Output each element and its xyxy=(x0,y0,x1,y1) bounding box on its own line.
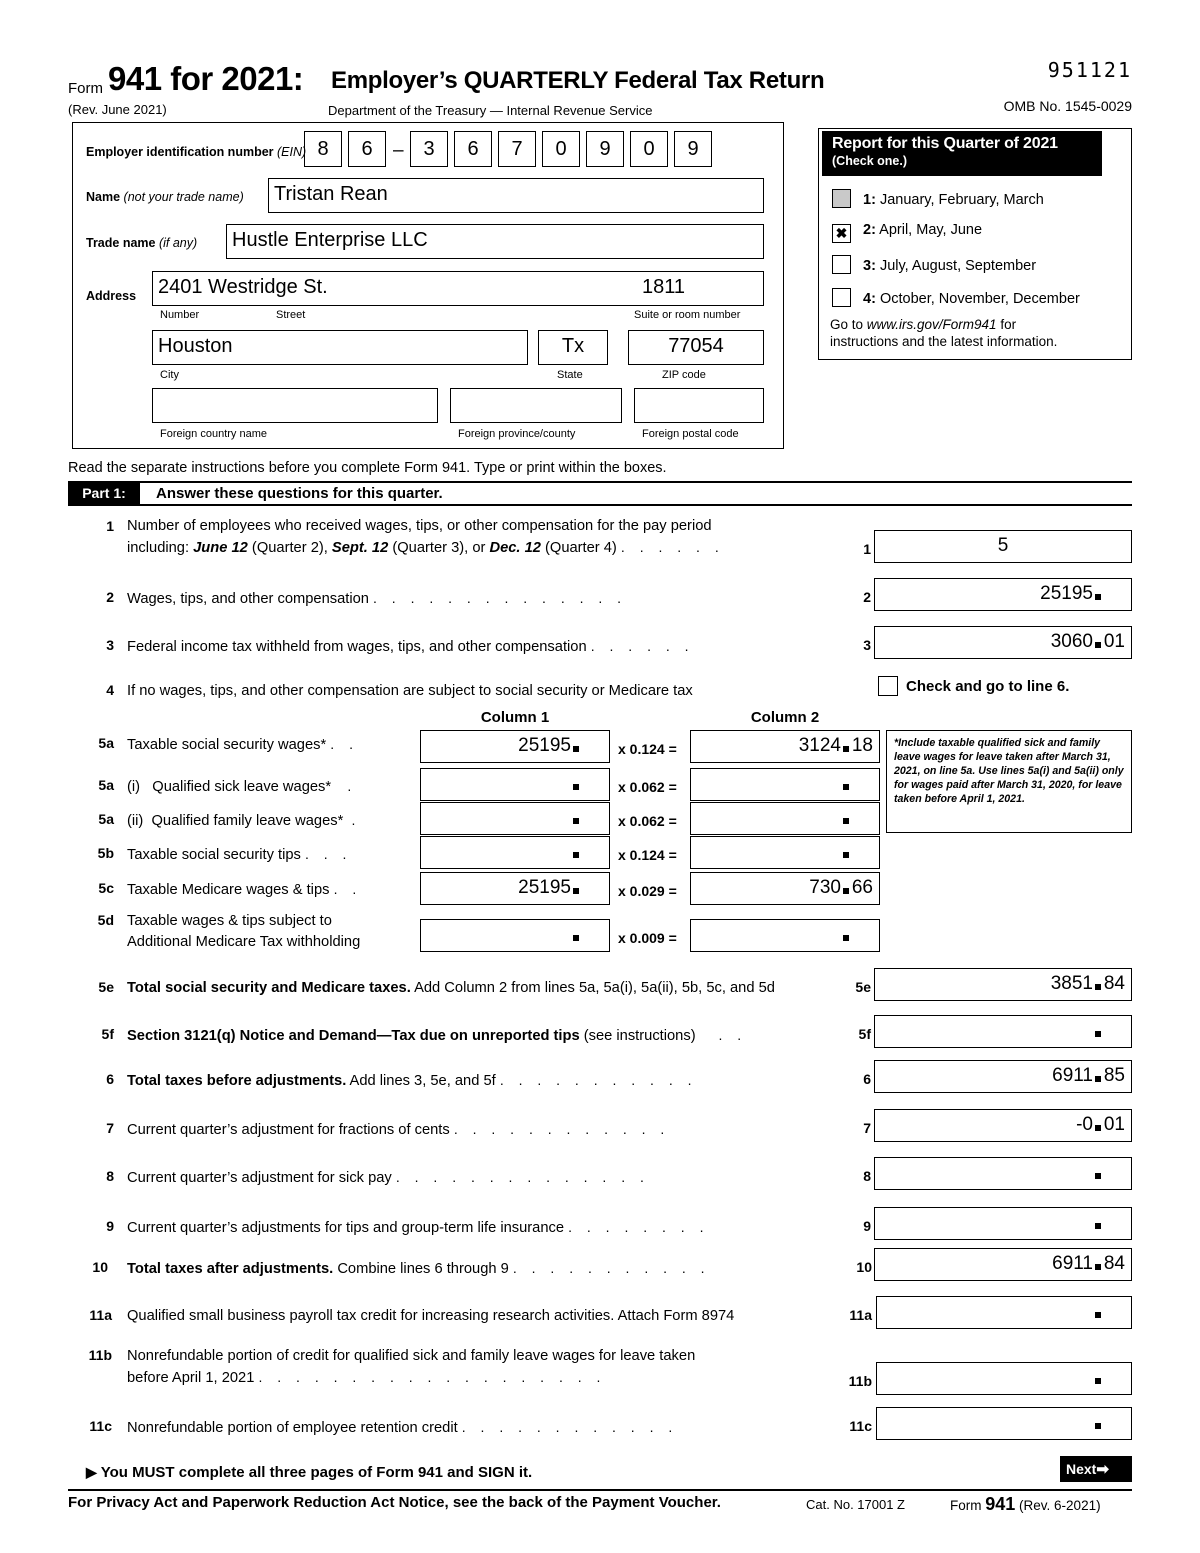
ocr-scanline-code: 951121 xyxy=(1047,58,1132,82)
line-5d-label-a: Taxable wages & tips subject to xyxy=(127,913,332,929)
line-11c-label: Nonrefundable portion of employee retention credit xyxy=(127,1420,458,1436)
line-11b-amount-input[interactable] xyxy=(876,1362,1132,1395)
line-5f-text xyxy=(127,1025,747,1047)
line-3-text xyxy=(127,636,847,658)
line-6-label-rest: Add lines 3, 5e, and 5f xyxy=(346,1073,496,1089)
quarter-3-checkbox[interactable] xyxy=(832,255,851,274)
line-11b-label-a: Nonrefundable portion of credit for qualified sick and family leave wages for leave taken xyxy=(127,1348,696,1364)
arrow-right-icon: ➡ xyxy=(1096,1461,1109,1478)
line-11b-text xyxy=(127,1346,857,1390)
line-5aii-label: Qualified family leave wages* xyxy=(151,813,344,829)
name-label: Name (not your trade name) xyxy=(86,190,244,204)
line-7-dollars: -0 xyxy=(1076,1114,1093,1135)
line-5d-column2-input[interactable] xyxy=(690,919,880,952)
city-value: Houston xyxy=(158,335,233,357)
line-9-ref-number: 9 xyxy=(863,1218,871,1234)
line-2-number: 2 xyxy=(106,589,114,605)
line-11c-number: 11c xyxy=(89,1418,112,1434)
line-9-number: 9 xyxy=(106,1218,114,1234)
line-7-amount-input[interactable] xyxy=(874,1109,1132,1142)
foreign-province-value xyxy=(451,389,621,394)
line-1-date-3: Dec. 12 xyxy=(489,540,541,557)
line-2-text xyxy=(127,588,847,610)
decimal-marker-icon xyxy=(1095,1378,1101,1384)
ein-digit-9[interactable]: 9 xyxy=(674,131,712,167)
line-7-ref-number: 7 xyxy=(863,1120,871,1136)
line-3-cents: 01 xyxy=(1103,631,1125,652)
decimal-marker-icon xyxy=(573,852,579,858)
line-4-checkbox[interactable] xyxy=(878,676,898,696)
line-5ai-column1-input[interactable] xyxy=(420,768,610,801)
line-3-ref-number: 3 xyxy=(863,637,871,653)
line-5aii-roman: (ii) xyxy=(127,813,144,829)
line-5e-label-rest: Add Column 2 from lines 5a, 5a(i), 5a(ii), 5b, 5c, and 5d xyxy=(410,980,775,996)
line-5b-column1-input[interactable] xyxy=(420,836,610,869)
line-10-label-bold: Total taxes after adjustments. xyxy=(127,1261,334,1277)
decimal-marker-icon xyxy=(573,888,579,894)
line-1-mid-1: (Quarter 2), xyxy=(247,540,332,557)
line-3-amount-input[interactable] xyxy=(874,626,1132,659)
line-2-label: Wages, tips, and other compensation xyxy=(127,591,369,607)
footer-form-id xyxy=(950,1494,1101,1515)
irs-form941-link[interactable]: www.irs.gov/Form941 xyxy=(866,317,997,332)
decimal-marker-icon xyxy=(843,784,849,790)
line-1-date-1: June 12 xyxy=(193,540,248,557)
decimal-marker-icon xyxy=(843,935,849,941)
line-9-label: Current quarter’s adjustments for tips and group-term life insurance xyxy=(127,1220,565,1236)
line-1-leader-dots: . . . . . . xyxy=(620,539,725,556)
line-1-value: 5 xyxy=(997,535,1009,556)
line-11a-text: Qualified small business payroll tax credit for increasing research activities. Attach Form 8974 xyxy=(127,1308,735,1324)
line-6-label-bold: Total taxes before adjustments. xyxy=(127,1073,347,1089)
line-1-ref-number: 1 xyxy=(863,541,871,557)
trade-name-label: Trade name (if any) xyxy=(86,236,198,250)
line-1-number: 1 xyxy=(106,518,114,534)
quarter-option-2[interactable] xyxy=(832,222,982,243)
line-7-text xyxy=(127,1119,670,1141)
ein-digit-2[interactable]: 6 xyxy=(348,131,386,167)
goto-suffix: for xyxy=(996,317,1017,332)
quarter-1-number: 1: xyxy=(863,192,876,208)
ein-dash: – xyxy=(393,140,404,161)
line-5aii-text xyxy=(127,810,361,832)
line-5d-column1-input[interactable] xyxy=(420,919,610,952)
line-5a-number: 5a xyxy=(98,735,114,751)
quarter-option-4[interactable] xyxy=(832,288,1080,307)
street-address-value: 2401 Westridge St. xyxy=(158,276,328,298)
ein-digit-3[interactable]: 3 xyxy=(410,131,448,167)
line-5e-cents: 84 xyxy=(1103,973,1125,994)
suite-number-value: 1811 xyxy=(641,276,685,298)
line-3-label: Federal income tax withheld from wages, tips, and other compensation xyxy=(127,639,587,655)
decimal-marker-icon xyxy=(573,746,579,752)
quarter-1-label: January, February, March xyxy=(879,192,1044,208)
address-label: Address xyxy=(86,289,137,303)
line-10-amount-input[interactable] xyxy=(874,1248,1132,1281)
department-line: Department of the Treasury — Internal Revenue Service xyxy=(328,103,653,118)
street-address-input[interactable] xyxy=(152,271,764,306)
line-5b-label: Taxable social security tips xyxy=(127,847,301,863)
line-5c-col2-dollars: 730 xyxy=(809,877,841,898)
line-8-label: Current quarter’s adjustment for sick pay xyxy=(127,1170,392,1186)
ein-digit-6[interactable]: 0 xyxy=(542,131,580,167)
must-complete-notice xyxy=(86,1464,532,1481)
line-5f-label-bold: Section 3121(q) Notice and Demand—Tax due on unreported tips xyxy=(127,1028,580,1044)
goto-line2: instructions and the latest information. xyxy=(830,333,1058,349)
line-5ai-label: Qualified sick leave wages* xyxy=(152,779,332,795)
right-triangle-icon: ▶ xyxy=(86,1464,97,1480)
ein-digit-4[interactable]: 6 xyxy=(454,131,492,167)
quarter-4-label: October, November, December xyxy=(879,291,1080,307)
form-revision-date: (Rev. June 2021) xyxy=(68,102,167,117)
name-value: Tristan Rean xyxy=(274,183,388,205)
line-5a-text xyxy=(127,734,358,756)
line-11a-amount-input[interactable] xyxy=(876,1296,1132,1329)
column-2-header: Column 2 xyxy=(750,709,820,726)
line-5b-text xyxy=(127,844,352,866)
line-5d-number: 5d xyxy=(97,912,114,928)
line-5a-footnote: *Include taxable qualified sick and family leave wages for leave taken after March 31, 2021, on line 5a. Use lines 5a(i) and 5a(ii) only for wages paid after March 31, 2020, for leave taken before April 1, 2021. xyxy=(886,730,1132,833)
line-5e-dollars: 3851 xyxy=(1050,973,1093,994)
line-2-leader-dots: . . . . . . . . . . . . . . xyxy=(373,590,627,606)
line-5c-label: Taxable Medicare wages & tips xyxy=(127,882,330,898)
line-8-ref-number: 8 xyxy=(863,1168,871,1184)
city-input[interactable] xyxy=(152,330,528,365)
line-5f-number: 5f xyxy=(101,1026,114,1042)
line-5a-col2-dollars: 3124 xyxy=(798,735,841,756)
state-input[interactable] xyxy=(538,330,608,365)
line-5e-amount-input[interactable] xyxy=(874,968,1132,1001)
line-6-text xyxy=(127,1070,697,1092)
line-1-text-a: Number of employees who received wages, tips, or other compensation for the pay period xyxy=(127,518,712,534)
line-5aii-column2-input[interactable] xyxy=(690,802,880,835)
line-11a-number: 11a xyxy=(89,1307,112,1323)
goto-prefix: Go to xyxy=(830,317,867,332)
line-10-number: 10 xyxy=(92,1259,108,1275)
caption-foreign-postal: Foreign postal code xyxy=(642,428,739,440)
next-button-label: Next xyxy=(1066,1461,1097,1477)
decimal-marker-icon xyxy=(573,818,579,824)
privacy-act-notice: For Privacy Act and Paperwork Reduction Act Notice, see the back of the Payment Voucher. xyxy=(68,1494,721,1511)
line-5d-label-b: Additional Medicare Tax withholding xyxy=(127,934,361,951)
line-7-number: 7 xyxy=(106,1120,114,1136)
ein-digit-1[interactable]: 8 xyxy=(304,131,342,167)
ein-digit-8[interactable]: 0 xyxy=(630,131,668,167)
form-header xyxy=(68,58,1132,118)
line-9-leader-dots: . . . . . . . . xyxy=(568,1219,709,1235)
caption-street: Street xyxy=(276,309,306,321)
line-2-amount-input[interactable] xyxy=(874,578,1132,611)
decimal-marker-icon xyxy=(573,784,579,790)
ein-digit-7[interactable]: 9 xyxy=(586,131,624,167)
line-5c-col1-dollars: 25195 xyxy=(518,877,571,898)
quarter-option-3[interactable] xyxy=(832,255,1036,274)
line-1-mid-2: (Quarter 3), or xyxy=(388,540,490,557)
part1-tag: Part 1: xyxy=(68,483,140,504)
line-5f-ref-number: 5f xyxy=(858,1026,871,1042)
form-number-heading: 941 for 2021: xyxy=(108,60,304,97)
line-11b-label-b: before April 1, 2021 xyxy=(127,1370,255,1387)
line-11b-leader-dots: . . . . . . . . . . . . . . . . . . . xyxy=(258,1369,606,1386)
foreign-country-input[interactable] xyxy=(152,388,438,423)
line-5c-number: 5c xyxy=(98,880,114,896)
line-5ai-column2-input[interactable] xyxy=(690,768,880,801)
line-5c-column2-input[interactable] xyxy=(690,872,880,905)
line-4-number: 4 xyxy=(106,682,114,698)
decimal-marker-icon xyxy=(1095,1223,1101,1229)
line-6-amount-input[interactable] xyxy=(874,1060,1132,1093)
line-5e-text xyxy=(127,978,775,999)
decimal-marker-icon xyxy=(1095,1312,1101,1318)
line-5e-ref-number: 5e xyxy=(855,979,871,995)
line-6-ref-number: 6 xyxy=(863,1071,871,1087)
line-10-text xyxy=(127,1258,710,1280)
line-5aii-number: 5a xyxy=(98,811,114,827)
ein-digit-5[interactable]: 7 xyxy=(498,131,536,167)
line-10-label-rest: Combine lines 6 through 9 xyxy=(333,1261,509,1277)
line-9-text xyxy=(127,1217,709,1239)
quarter-4-number: 4: xyxy=(863,291,876,307)
caption-city: City xyxy=(160,369,179,381)
ein-label: Employer identification number (EIN) xyxy=(86,145,307,159)
quarter-2-number: 2: xyxy=(863,222,876,238)
line-5ai-number: 5a xyxy=(98,777,114,793)
quarter-panel-header xyxy=(822,131,1102,176)
line-2-ref-number: 2 xyxy=(863,589,871,605)
line-9-amount-input[interactable] xyxy=(874,1207,1132,1240)
quarter-2-label: April, May, June xyxy=(879,222,983,238)
line-1-text-b-pre: including: xyxy=(127,540,194,557)
quarter-4-checkbox[interactable] xyxy=(832,288,851,307)
line-8-amount-input[interactable] xyxy=(874,1157,1132,1190)
line-5ai-roman: (i) xyxy=(127,779,141,795)
foreign-postal-value xyxy=(635,389,763,394)
line-7-cents: 01 xyxy=(1103,1114,1125,1135)
decimal-marker-icon xyxy=(843,852,849,858)
trade-name-input[interactable] xyxy=(226,224,764,259)
line-1-date-2: Sept. 12 xyxy=(331,540,389,557)
line-5c-text xyxy=(127,879,362,901)
line-1-text xyxy=(127,516,847,560)
line-7-leader-dots: . . . . . . . . . . . . xyxy=(453,1121,670,1137)
line-10-ref-number: 10 xyxy=(856,1259,872,1275)
quarter-3-label: July, August, September xyxy=(879,258,1037,274)
line-11a-ref-number: 11a xyxy=(849,1307,872,1323)
line-6-number: 6 xyxy=(106,1071,114,1087)
line-11c-ref-number: 11c xyxy=(849,1418,872,1434)
quarter-panel-subheading: (Check one.) xyxy=(832,154,908,168)
line-11c-text xyxy=(127,1417,678,1439)
caption-suite: Suite or room number xyxy=(634,309,741,321)
line-8-leader-dots: . . . . . . . . . . . . . . xyxy=(395,1169,650,1185)
line-5a-leader-dots: . . xyxy=(330,736,359,752)
line-11c-amount-input[interactable] xyxy=(876,1407,1132,1440)
zip-input[interactable] xyxy=(628,330,764,365)
line-5a-multiplier: x 0.124 = xyxy=(618,741,677,757)
decimal-marker-icon xyxy=(1095,1173,1101,1179)
line-1-amount-input[interactable] xyxy=(874,530,1132,563)
footer-rule xyxy=(68,1489,1132,1491)
quarter-1-checkbox[interactable] xyxy=(832,189,851,208)
line-5e-label-bold: Total social security and Medicare taxes. xyxy=(127,980,411,996)
line-7-label: Current quarter’s adjustment for fractions of cents xyxy=(127,1122,450,1138)
line-5a-col2-cents: 18 xyxy=(851,735,873,756)
foreign-province-input[interactable] xyxy=(450,388,622,423)
footer-form-rev: (Rev. 6-2021) xyxy=(1015,1498,1101,1513)
footer-form-number: 941 xyxy=(985,1494,1016,1514)
line-5ai-leader-dots: . xyxy=(347,778,357,794)
name-input[interactable] xyxy=(268,178,764,213)
line-3-number: 3 xyxy=(106,637,114,653)
line-5a-label: Taxable social security wages* xyxy=(127,737,327,753)
foreign-postal-input[interactable] xyxy=(634,388,764,423)
line-5c-multiplier: x 0.029 = xyxy=(618,883,677,899)
quarter-option-1[interactable] xyxy=(832,189,1044,208)
line-10-leader-dots: . . . . . . . . . . . xyxy=(512,1260,711,1276)
omb-number: OMB No. 1545-0029 xyxy=(1003,98,1132,114)
line-5b-column2-input[interactable] xyxy=(690,836,880,869)
caption-state: State xyxy=(557,369,583,381)
line-5f-amount-input[interactable] xyxy=(874,1015,1132,1048)
caption-foreign-province: Foreign province/county xyxy=(458,428,576,440)
decimal-marker-icon xyxy=(573,935,579,941)
column-1-header: Column 1 xyxy=(480,709,550,726)
next-button[interactable] xyxy=(1060,1456,1132,1482)
line-3-leader-dots: . . . . . . xyxy=(590,638,695,654)
form-word-label: Form xyxy=(68,80,103,97)
quarter-panel-heading: Report for this Quarter of 2021 xyxy=(832,135,1058,152)
line-2-dollars: 25195 xyxy=(1040,583,1093,604)
zip-value: 77054 xyxy=(668,335,724,357)
foreign-country-value xyxy=(153,389,437,394)
decimal-marker-icon xyxy=(843,818,849,824)
line-5a-column2-input[interactable] xyxy=(690,730,880,763)
decimal-marker-icon xyxy=(1095,1031,1101,1037)
line-6-cents: 85 xyxy=(1103,1065,1125,1086)
caption-number: Number xyxy=(160,309,200,321)
part1-title: Answer these questions for this quarter. xyxy=(156,485,443,502)
line-5b-multiplier: x 0.124 = xyxy=(618,847,677,863)
line-4-checkbox-label: Check and go to line 6. xyxy=(906,678,1070,695)
must-complete-text: You MUST complete all three pages of Form 941 and SIGN it. xyxy=(100,1464,533,1481)
line-5c-col2-cents: 66 xyxy=(851,877,873,898)
line-5aii-leader-dots: . xyxy=(351,812,361,828)
line-5aii-column1-input[interactable] xyxy=(420,802,610,835)
quarter-2-checkbox[interactable]: ✖ xyxy=(832,224,851,243)
quarter-panel-goto-note xyxy=(830,317,1116,351)
line-5c-leader-dots: . . xyxy=(333,881,362,897)
line-5aii-multiplier: x 0.062 = xyxy=(618,813,677,829)
line-5b-number: 5b xyxy=(97,845,114,861)
catalog-number: Cat. No. 17001 Z xyxy=(806,1497,905,1512)
line-5e-number: 5e xyxy=(98,979,114,995)
quarter-3-number: 3: xyxy=(863,258,876,274)
line-5ai-multiplier: x 0.062 = xyxy=(618,779,677,795)
line-5b-leader-dots: . . . xyxy=(304,846,352,862)
line-5d-text xyxy=(127,911,427,954)
line-11b-number: 11b xyxy=(88,1347,112,1363)
line-5f-leader-dots: . . xyxy=(699,1027,747,1043)
line-4-text: If no wages, tips, and other compensation are subject to social security or Medicare tax xyxy=(127,683,693,699)
read-instructions-line: Read the separate instructions before you complete Form 941. Type or print within the boxes. xyxy=(68,460,667,476)
line-10-dollars: 6911 xyxy=(1052,1253,1093,1274)
line-6-dollars: 6911 xyxy=(1052,1065,1093,1086)
line-5a-col1-dollars: 25195 xyxy=(518,735,571,756)
line-5a-column1-input[interactable] xyxy=(420,730,610,763)
line-3-dollars: 3060 xyxy=(1050,631,1093,652)
line-11c-leader-dots: . . . . . . . . . . . . xyxy=(461,1419,678,1435)
line-1-mid-3: (Quarter 4) xyxy=(540,540,617,557)
line-8-text xyxy=(127,1167,649,1189)
line-5c-column1-input[interactable] xyxy=(420,872,610,905)
line-10-cents: 84 xyxy=(1103,1253,1125,1274)
line-8-number: 8 xyxy=(106,1168,114,1184)
form-title: Employer’s QUARTERLY Federal Tax Return xyxy=(331,67,825,94)
decimal-marker-icon xyxy=(1095,594,1101,600)
caption-zip: ZIP code xyxy=(662,369,706,381)
footer-form-prefix: Form xyxy=(950,1498,986,1513)
state-value: Tx xyxy=(561,335,585,357)
line-11b-ref-number: 11b xyxy=(848,1373,872,1389)
decimal-marker-icon xyxy=(1095,1423,1101,1429)
line-5d-multiplier: x 0.009 = xyxy=(618,930,677,946)
line-6-leader-dots: . . . . . . . . . . . xyxy=(499,1072,697,1088)
line-5ai-text xyxy=(127,776,357,798)
caption-foreign-country: Foreign country name xyxy=(160,428,267,440)
line-5f-label-rest: (see instructions) xyxy=(579,1028,696,1044)
trade-name-value: Hustle Enterprise LLC xyxy=(232,229,428,251)
